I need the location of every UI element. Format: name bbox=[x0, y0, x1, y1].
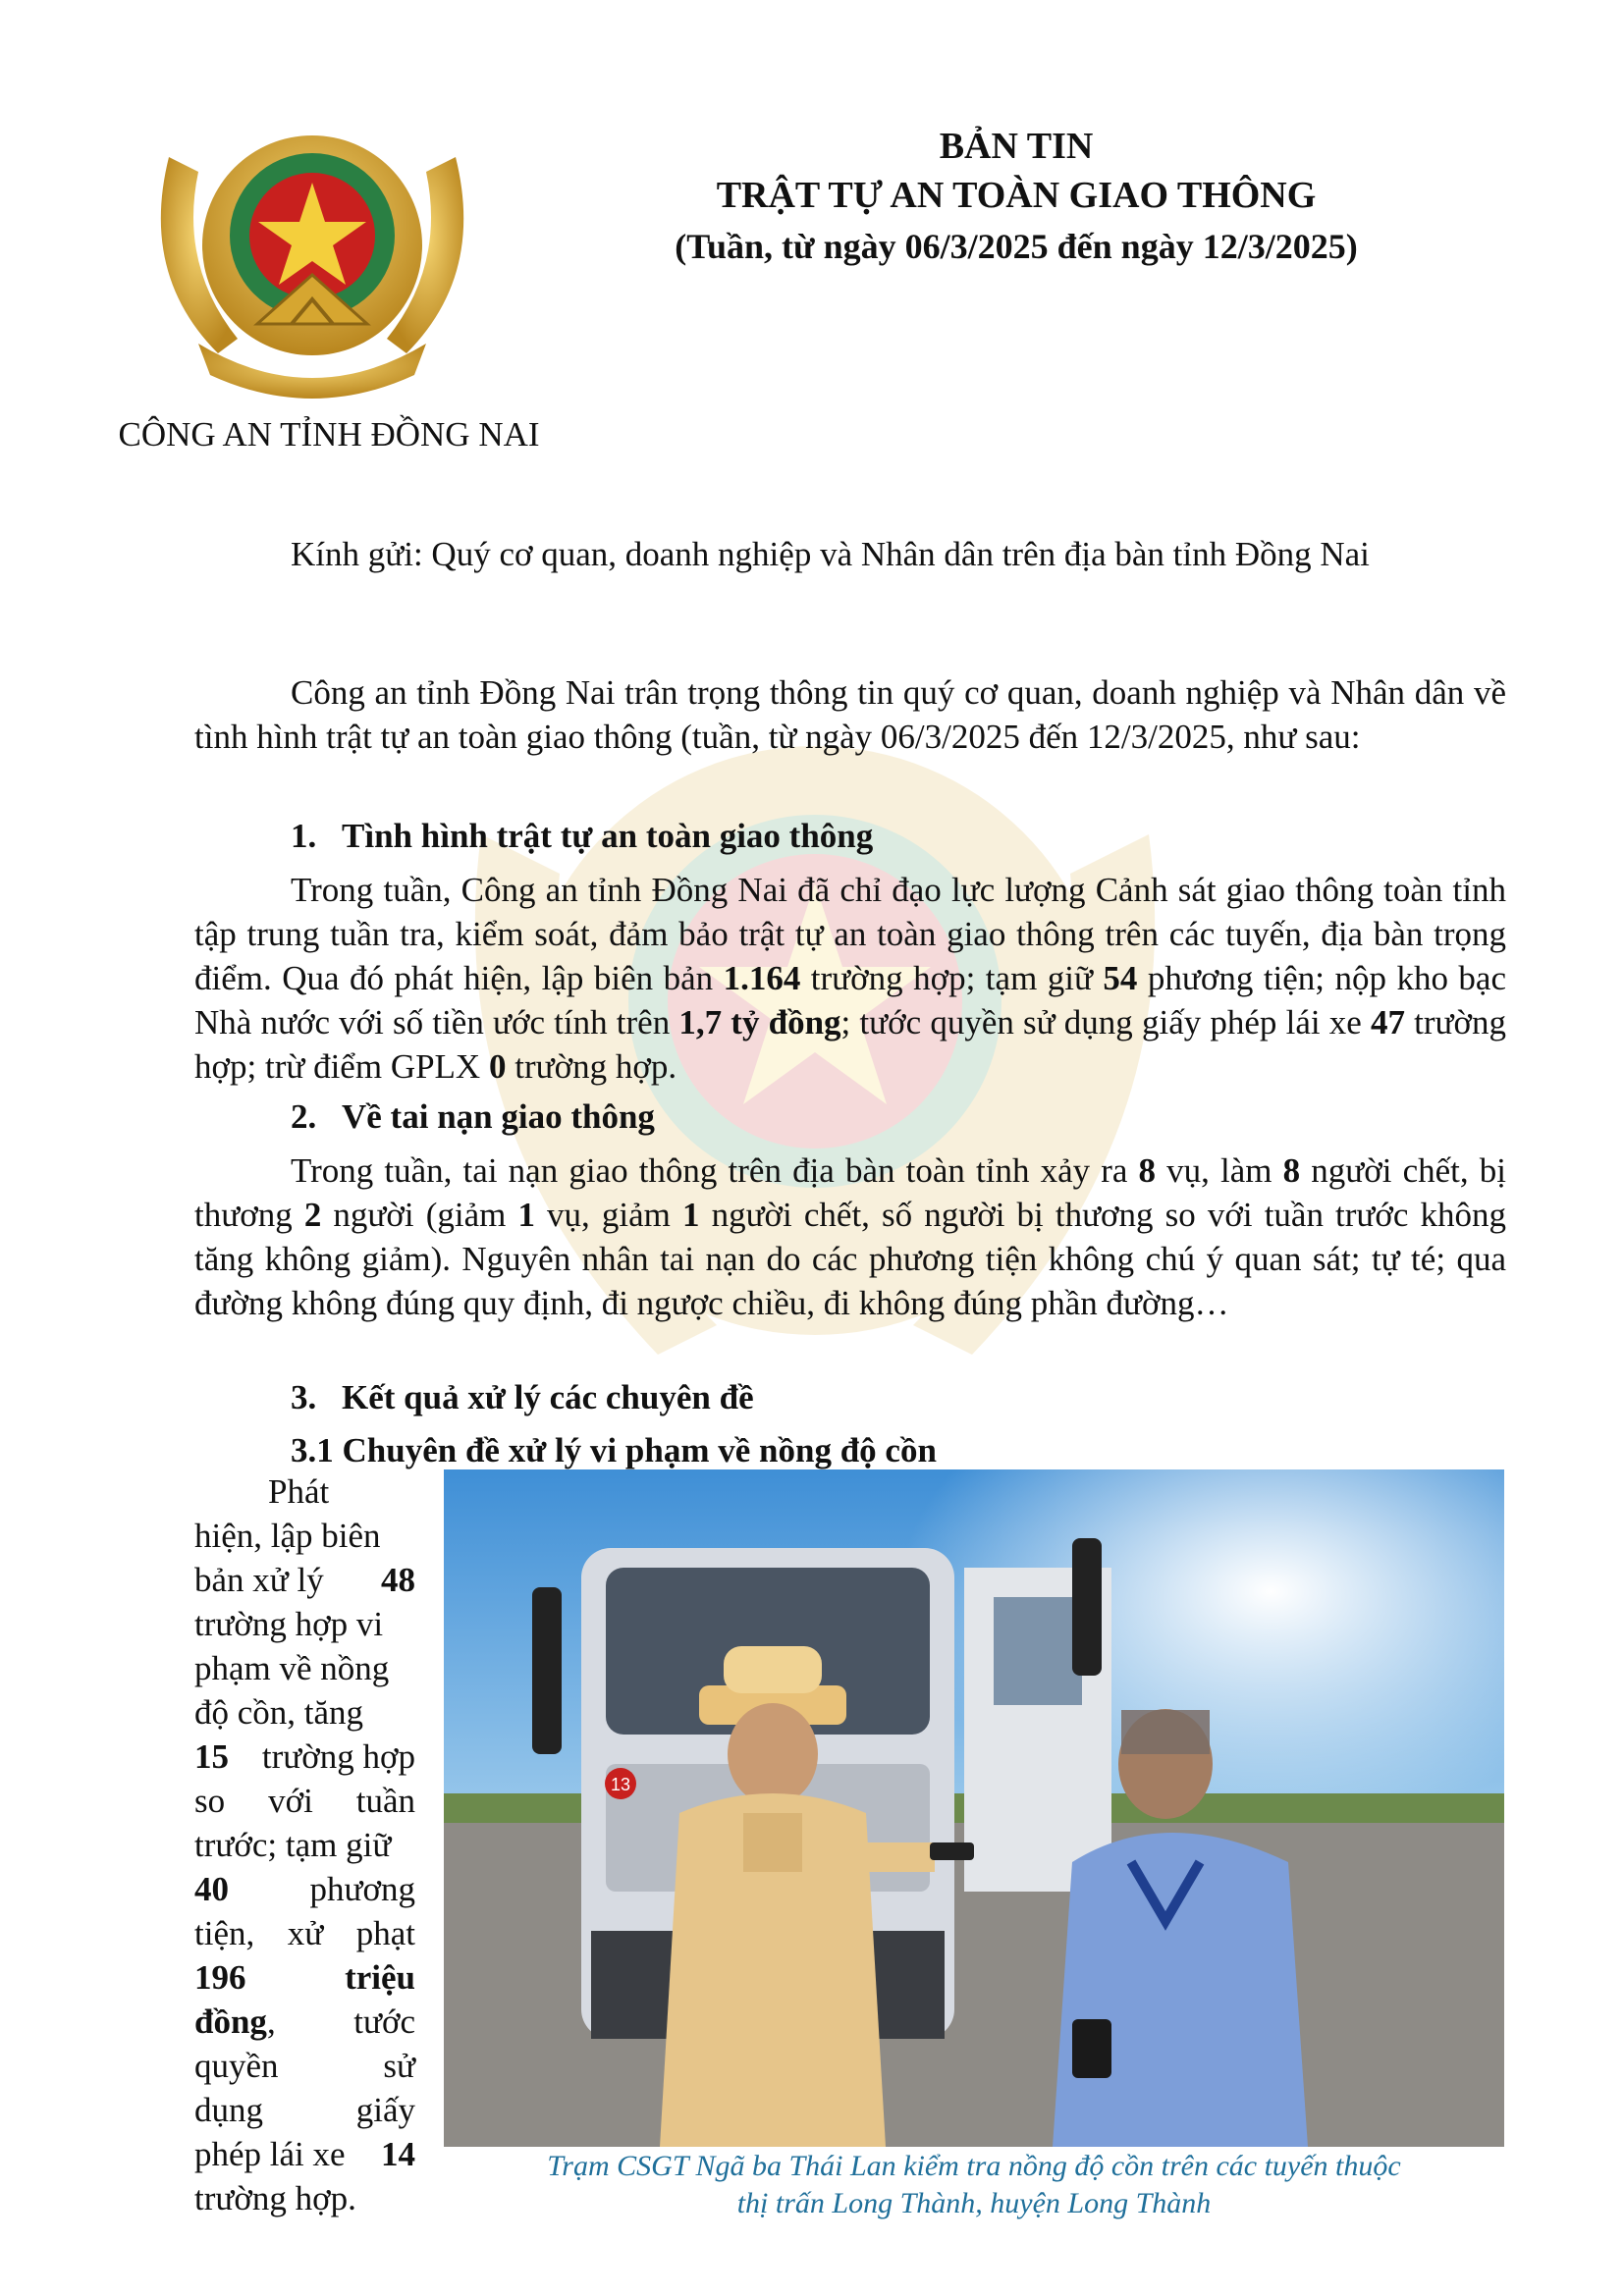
greeting: Kính gửi: Quý cơ quan, doanh nghiệp và Nhân dân trên địa bàn tỉnh Đồng Nai bbox=[291, 535, 1370, 573]
section-3-number: 3. bbox=[291, 1378, 317, 1416]
section-3-1-number: 3.1 bbox=[291, 1431, 334, 1469]
photo-caption-line-1: Trạm CSGT Ngã ba Thái Lan kiểm tra nồng độ cồn trên các tuyến thuộc bbox=[547, 2150, 1401, 2182]
police-emblem-icon bbox=[130, 118, 495, 412]
section-3-title: Kết quả xử lý các chuyên đề bbox=[342, 1378, 754, 1416]
section-2-title: Về tai nạn giao thông bbox=[342, 1097, 655, 1136]
section-3-1-paragraph: Phát hiện, lập biên bản xử lý 48 trường hợp vi phạm về nồng độ cồn, tăng 15 trường hợp so với tuần trước; tạm giữ 40 phương tiện, xử phạt 196 triệu đồng, tước quyền sử dụng giấy phép lái xe 14 trường hợp. bbox=[194, 1472, 415, 2217]
section-1-heading bbox=[291, 814, 873, 858]
section-2-number: 2. bbox=[291, 1097, 317, 1136]
photo-caption-line-2: thị trấn Long Thành, huyện Long Thành bbox=[736, 2187, 1212, 2219]
checkpoint-photo bbox=[444, 1469, 1504, 2147]
section-3-heading bbox=[291, 1375, 754, 1419]
bulletin-subtitle: TRẬT TỰ AN TOÀN GIAO THÔNG bbox=[716, 175, 1317, 216]
truck-number-badge: 13 bbox=[610, 1775, 631, 1794]
section-2-paragraph: Trong tuần, tai nạn giao thông trên địa bàn toàn tỉnh xảy ra 8 vụ, làm 8 người chết, bị thương 2 người (giảm 1 vụ, giảm 1 người chết, số người bị thương so với tuần trước không tăng không giảm). Nguyên nhân tai nạn do các phương tiện không chú ý quan sát; tự té; qua đường không đúng quy định, đi ngược chiều, đi không đúng phần đường… bbox=[194, 1151, 1507, 1322]
agency-name: CÔNG AN TỈNH ĐỒNG NAI bbox=[118, 415, 540, 454]
section-3-1-title: Chuyên đề xử lý vi phạm về nồng độ cồn bbox=[342, 1431, 937, 1469]
section-3-1-heading bbox=[291, 1428, 937, 1472]
bulletin-period: (Tuần, từ ngày 06/3/2025 đến ngày 12/3/2025) bbox=[675, 227, 1358, 266]
intro-paragraph: Công an tỉnh Đồng Nai trân trọng thông tin quý cơ quan, doanh nghiệp và Nhân dân về tình hình trật tự an toàn giao thông (tuần, từ ngày 06/3/2025 đến 12/3/2025, như sau: bbox=[194, 673, 1506, 756]
section-1-number: 1. bbox=[291, 817, 317, 855]
section-2-heading bbox=[291, 1095, 655, 1139]
bulletin-header bbox=[569, 123, 1463, 272]
bulletin-title: BẢN TIN bbox=[939, 126, 1094, 167]
section-1-title: Tình hình trật tự an toàn giao thông bbox=[342, 817, 874, 855]
section-1-paragraph: Trong tuần, Công an tỉnh Đồng Nai đã chỉ đạo lực lượng Cảnh sát giao thông toàn tỉnh tập trung tuần tra, kiểm soát, đảm bảo trật tự an toàn giao thông trên các tuyến, địa bàn trọng điểm. Qua đó phát hiện, lập biên bản 1.164 trường hợp; tạm giữ 54 phương tiện; nộp kho bạc Nhà nước với số tiền ước tính trên 1,7 tỷ đồng; tước quyền sử dụng giấy phép lái xe 47 trường hợp; trừ điểm GPLX 0 trường hợp. bbox=[194, 871, 1506, 1086]
photo-caption bbox=[444, 2148, 1504, 2222]
